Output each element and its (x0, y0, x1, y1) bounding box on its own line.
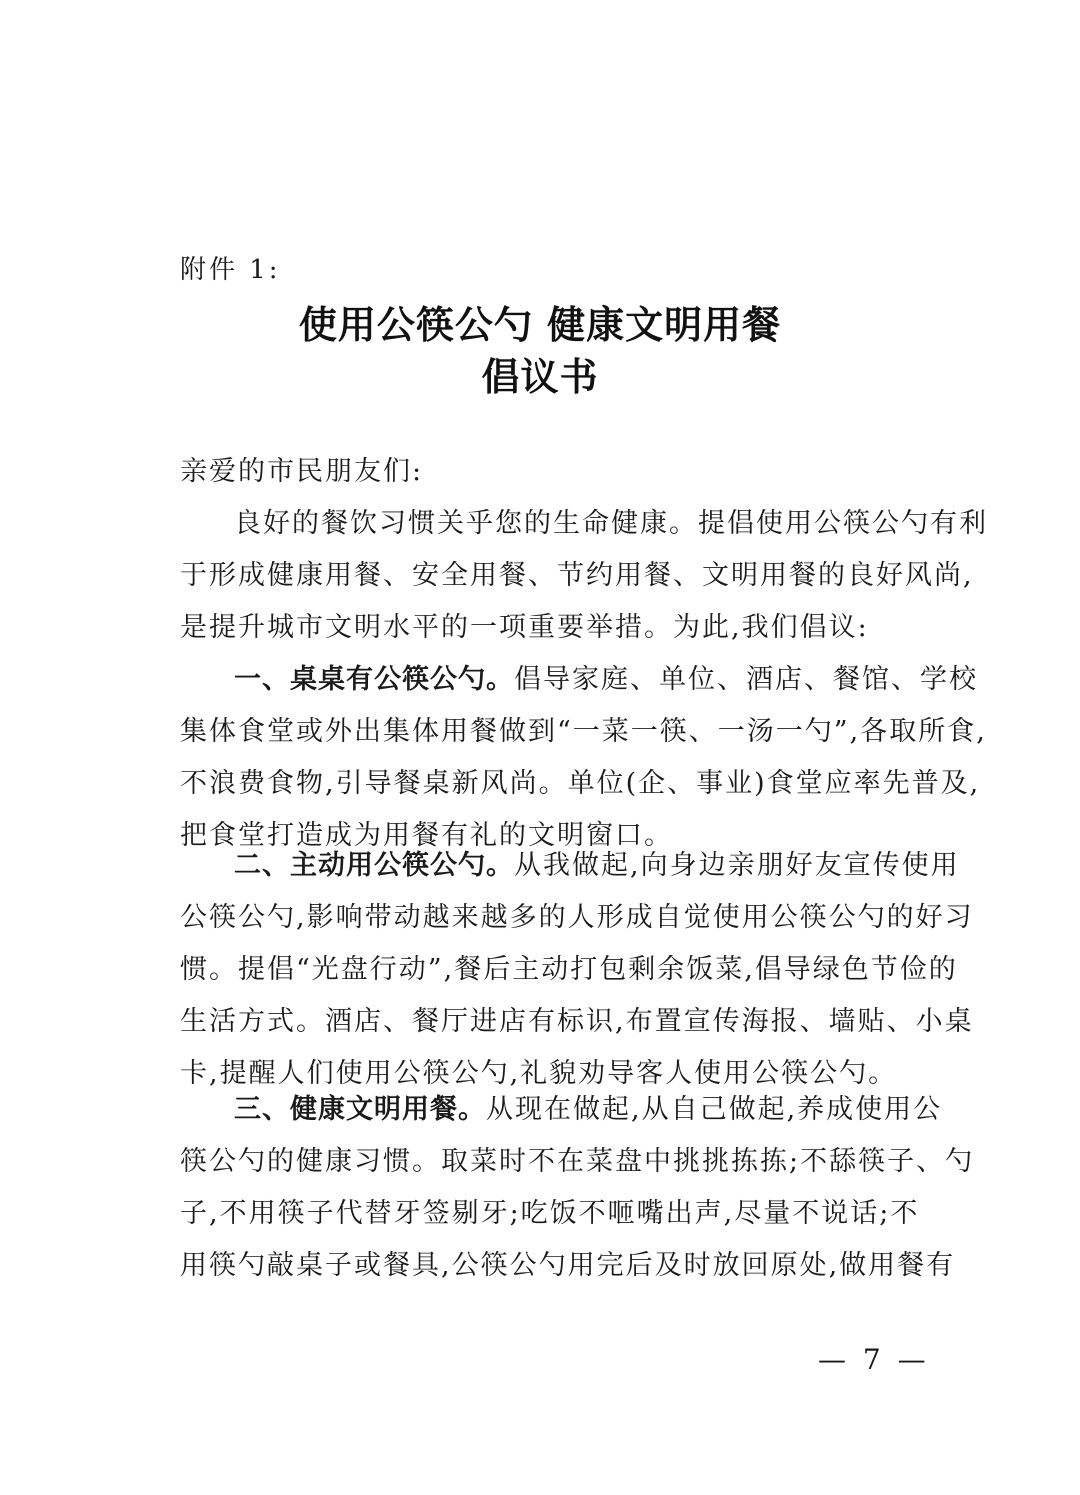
section-1-line: 不浪费食物,引导餐桌新风尚。单位(企、事业)食堂应率先普及, (180, 768, 981, 799)
intro-line: 良好的餐饮习惯关乎您的生命健康。提倡使用公筷公勺有利 (234, 508, 988, 539)
section-2-line: 生活方式。酒店、餐厅进店有标识,布置宣传海报、墙贴、小桌 (180, 1006, 974, 1037)
page-number: — 7 — (818, 1343, 930, 1376)
section-3-line: 筷公勺的健康习惯。取菜时不在菜盘中挑挑拣拣;不舔筷子、勺 (180, 1146, 975, 1177)
section-3-line: 子,不用筷子代替牙签剔牙;吃饭不咂嘴出声,尽量不说话;不 (180, 1198, 920, 1229)
section-3-heading: 三、健康文明用餐。 (234, 1094, 486, 1125)
intro-line: 于形成健康用餐、安全用餐、节约用餐、文明用餐的良好风尚, (180, 560, 974, 591)
salutation: 亲爱的市民朋友们: (180, 456, 424, 487)
section-1-line: 把食堂打造成为用餐有礼的文明窗口。 (180, 820, 673, 851)
section-2-heading: 二、主动用公筷公勺。 (234, 850, 514, 881)
section-2-paragraph (180, 840, 974, 1100)
section-1-line: 倡导家庭、单位、酒店、餐馆、学校 (514, 664, 978, 695)
intro-line: 是提升城市文明水平的一项重要举措。为此,我们倡议: (180, 612, 869, 643)
section-3-line: 从现在做起,从自己做起,养成使用公 (486, 1094, 943, 1125)
section-1-first-line (180, 654, 978, 706)
section-1-paragraph (180, 654, 987, 862)
document-subtitle: 倡议书 (481, 355, 599, 399)
section-3-line: 用筷勺敲桌子或餐具,公筷公勺用完后及时放回原处,做用餐有 (180, 1250, 956, 1281)
section-1-line: 集体食堂或外出集体用餐做到“一菜一筷、一汤一勺”,各取所食, (180, 716, 987, 747)
section-2-line: 公筷公勺,影响带动越来越多的人形成自觉使用公筷公勺的好习 (180, 902, 974, 933)
section-3-paragraph (180, 1084, 975, 1292)
intro-paragraph (180, 498, 988, 654)
section-2-first-line (180, 840, 960, 892)
section-2-line: 卡,提醒人们使用公筷公勺,礼貌劝导客人使用公筷公勺。 (180, 1058, 898, 1089)
section-2-line: 从我做起,向身边亲朋好友宣传使用 (514, 850, 960, 881)
section-3-first-line (180, 1084, 943, 1136)
section-2-line: 惯。提倡“光盘行动”,餐后主动打包剩余饭菜,倡导绿色节俭的 (180, 954, 958, 985)
section-1-heading: 一、桌桌有公筷公勺。 (234, 664, 514, 695)
attachment-label: 附件 1: (180, 255, 281, 285)
document-title: 使用公筷公勺 健康文明用餐 (298, 303, 782, 347)
